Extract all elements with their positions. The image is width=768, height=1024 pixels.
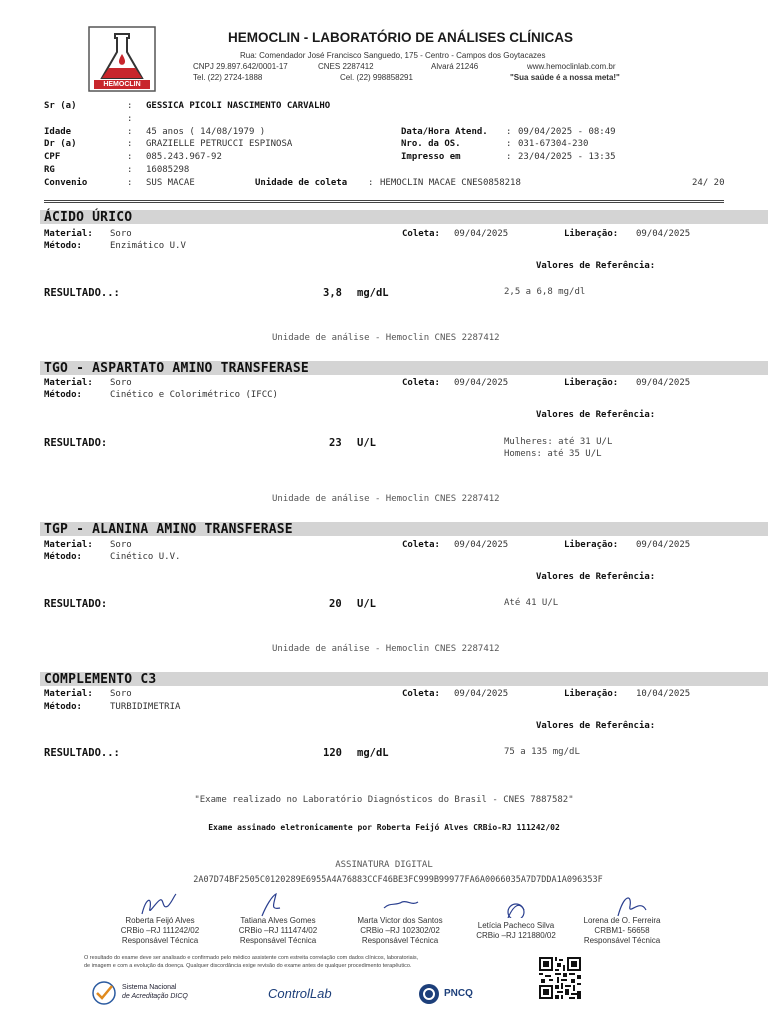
lab-tel: Tel. (22) 2724-1888 [193,73,263,82]
resultado-unit: mg/dL [357,747,389,759]
exam-title-bar [40,210,768,224]
signature-scribbles-icon [0,888,768,918]
colon: : [127,114,133,124]
lab-cnpj: CNPJ 29.897.642/0001-17 [193,62,288,71]
liberacao-value: 10/04/2025 [636,689,691,699]
dr-label: Dr (a) [44,139,77,149]
metodo-label: Método: [44,552,82,562]
signatory-reg: CRBio –RJ 102302/02 [360,926,440,935]
valores-ref-label: Valores de Referência: [536,721,656,731]
sr-label: Sr (a) [44,101,77,111]
signatory [100,916,220,946]
header-divider [44,200,724,203]
colon: : [506,152,512,162]
resultado-label: RESULTADO..: [44,287,120,299]
dr-value: GRAZIELLE PETRUCCI ESPINOSA [146,139,293,149]
nro-os-value: 031-67304-230 [518,139,589,149]
controllab-logo: ControlLab [268,986,332,1001]
metodo-label: Método: [44,241,82,251]
colon: : [127,127,133,137]
unidade-label: Unidade de coleta [255,178,348,188]
signatory-reg: CRBio –RJ 111242/02 [120,926,200,935]
metodo-value: Cinético e Colorimétrico (IFCC) [110,390,278,400]
cpf-label: CPF [44,152,61,162]
signatory [456,921,576,941]
signatory-role: Responsável Técnica [361,936,439,945]
metodo-value: Cinético U.V. [110,552,181,562]
colon: : [127,152,133,162]
exam-title: TGO - ASPARTATO AMINO TRANSFERASE [44,361,309,376]
resultado-label: RESULTADO..: [44,747,120,759]
impresso-value: 23/04/2025 - 13:35 [518,152,616,162]
signatory-name: Roberta Feijó Alves [125,916,195,925]
qr-code-icon[interactable] [539,957,581,999]
resultado-value: 120 [323,747,342,759]
coleta-label: Coleta: [402,229,440,239]
liberacao-label: Liberação: [564,378,619,388]
cpf-value: 085.243.967-92 [146,152,222,162]
lab-logo [88,26,156,92]
reference-value: Mulheres: até 31 U/L [504,437,613,447]
signatory-reg: CRBio –RJ 111474/02 [238,926,318,935]
liberacao-label: Liberação: [564,229,619,239]
lab-cnes: CNES 2287412 [318,62,374,71]
colon: : [127,178,133,188]
material-label: Material: [44,229,93,239]
resultado-label: RESULTADO: [44,437,108,449]
coleta-label: Coleta: [402,540,440,550]
coleta-label: Coleta: [402,378,440,388]
liberacao-value: 09/04/2025 [636,540,691,550]
valores-ref-label: Valores de Referência: [536,572,656,582]
reference-value: Até 41 U/L [504,598,559,608]
digital-signature-hash: 2A07D74BF2505C0120289E6955A4A76883CCF46BE3FC999B99977FA6A0066035A7D7DDA1A096353F [193,875,603,885]
colon: : [506,139,512,149]
signatory-name: Tatiana Alves Gomes [240,916,316,925]
assinado-note: Exame assinado eletronicamente por Roberta Feijó Alves CRBio-RJ 111242/02 [208,823,560,832]
assinatura-digital-label: ASSINATURA DIGITAL [335,860,433,870]
coleta-value: 09/04/2025 [454,540,509,550]
material-value: Soro [110,540,132,550]
convenio-label: Convenio [44,178,88,188]
material-label: Material: [44,378,93,388]
colon: : [127,139,133,149]
disclaimer-line: de imagem e com a evolução da doença. Qualquer discordância exige revisão do exame antes de qualquer procedimento terapêutico. [84,963,412,969]
page-number: 24/ 20 [692,178,725,188]
colon: : [368,178,374,188]
valores-ref-label: Valores de Referência: [536,410,656,420]
valores-ref-label: Valores de Referência: [536,261,656,271]
sna-logo-text: Sistema Nacional [122,984,177,991]
logo-text: HEMOCLIN [103,81,141,88]
colon: : [506,127,512,137]
unidade-analise: Unidade de análise - Hemoclin CNES 2287412 [272,333,500,343]
nro-os-label: Nro. da OS. [401,139,461,149]
signatory-role: Responsável Técnica [239,936,317,945]
disclaimer-line: O resultado do exame deve ser analisado e confirmado pelo médico assistente com estreita correlação com dados clínicos, laboratoriais, [84,955,419,961]
unidade-value: HEMOCLIN MACAE CNES0858218 [380,178,521,188]
coleta-value: 09/04/2025 [454,689,509,699]
signatory [218,916,338,946]
coleta-value: 09/04/2025 [454,229,509,239]
liberacao-value: 09/04/2025 [636,378,691,388]
resultado-unit: U/L [357,437,376,449]
liberacao-value: 09/04/2025 [636,229,691,239]
data-atend-value: 09/04/2025 - 08:49 [518,127,616,137]
lab-alvara: Alvará 21246 [431,62,479,71]
signatory-reg: CRBio –RJ 121880/02 [476,931,556,940]
signatory [562,916,682,946]
convenio-value: SUS MACAE [146,178,195,188]
pncq-logo-icon [418,983,440,1005]
reference-value: 75 a 135 mg/dL [504,747,580,757]
resultado-label: RESULTADO: [44,598,108,610]
signatory [340,916,460,946]
colon: : [127,165,133,175]
idade-label: Idade [44,127,72,137]
material-label: Material: [44,689,93,699]
exam-title: ÁCIDO ÚRICO [44,210,133,225]
resultado-value: 3,8 [323,287,342,299]
lab-address: Rua: Comendador José Francisco Sanguedo, 175 - Centro - Campos dos Goytacazes [240,51,546,60]
reference-value: 2,5 a 6,8 mg/dl [504,287,586,297]
lab-slogan: "Sua saúde é a nossa meta!" [510,73,620,82]
lab-website[interactable]: www.hemoclinlab.com.br [527,62,616,71]
sna-logo-text: de Acreditação DICQ [122,993,188,1000]
signatory-name: Lorena de O. Ferreira [583,916,661,925]
exam-title: COMPLEMENTO C3 [44,672,157,687]
rg-value: 16085298 [146,165,190,175]
lab-name: HEMOCLIN - LABORATÓRIO DE ANÁLISES CLÍNICAS [228,30,573,45]
metodo-value: TURBIDIMETRIA [110,702,181,712]
resultado-unit: mg/dL [357,287,389,299]
signatory-role: Responsável Técnica [583,936,661,945]
exame-realizado-note: "Exame realizado no Laboratório Diagnósticos do Brasil - CNES 7887582" [194,795,574,805]
metodo-label: Método: [44,390,82,400]
resultado-value: 20 [329,598,342,610]
colon: : [127,101,133,111]
patient-name: GESSICA PICOLI NASCIMENTO CARVALHO [146,101,331,111]
coleta-value: 09/04/2025 [454,378,509,388]
material-value: Soro [110,378,132,388]
signatory-name: Letícia Pacheco Silva [477,921,555,930]
exam-title: TGP - ALANINA AMINO TRANSFERASE [44,522,293,537]
data-atend-label: Data/Hora Atend. [401,127,488,137]
sna-check-icon [90,980,120,1006]
signatory-reg: CRBM1- 56658 [594,926,650,935]
material-value: Soro [110,229,132,239]
unidade-analise: Unidade de análise - Hemoclin CNES 2287412 [272,494,500,504]
liberacao-label: Liberação: [564,540,619,550]
resultado-value: 23 [329,437,342,449]
metodo-label: Método: [44,702,82,712]
signatory-name: Marta Victor dos Santos [357,916,443,925]
idade-value: 45 anos ( 14/08/1979 ) [146,127,266,137]
impresso-label: Impresso em [401,152,461,162]
lab-cel: Cel. (22) 998858291 [340,73,413,82]
resultado-unit: U/L [357,598,376,610]
material-value: Soro [110,689,132,699]
reference-value: Homens: até 35 U/L [504,449,602,459]
material-label: Material: [44,540,93,550]
rg-label: RG [44,165,55,175]
metodo-value: Enzimático U.V [110,241,186,251]
unidade-analise: Unidade de análise - Hemoclin CNES 2287412 [272,644,500,654]
pncq-logo-text: PNCQ [444,988,473,999]
coleta-label: Coleta: [402,689,440,699]
liberacao-label: Liberação: [564,689,619,699]
signatory-role: Responsável Técnica [121,936,199,945]
